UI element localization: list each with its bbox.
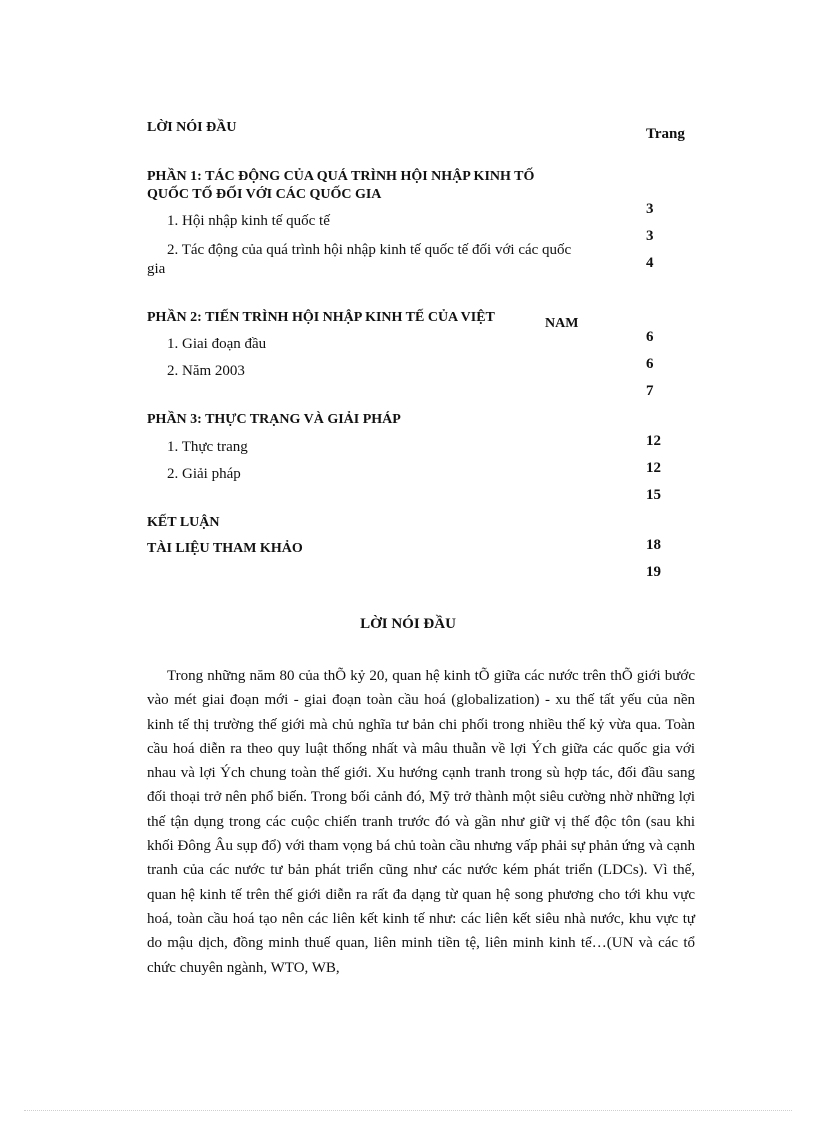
toc-conclusion: KẾT LUẬN (147, 515, 220, 530)
toc-page-number: 12 (646, 460, 661, 476)
toc-part1-title-line2: QUỐC TỐ ĐỐI VỚI CÁC QUỐC GIA (147, 187, 382, 202)
toc-part3-item2: 2. Giải pháp (167, 466, 241, 482)
toc-references: TÀI LIỆU THAM KHẢO (147, 541, 303, 556)
toc-page-number: 12 (646, 433, 661, 449)
toc-part1-item1: 1. Hội nhập kinh tế quốc tế (167, 213, 330, 229)
toc-page-number: 4 (646, 255, 654, 271)
toc-part3-item1: 1. Thực trang (167, 439, 248, 455)
page-bottom-divider (24, 1110, 792, 1111)
toc-part3-title: PHẦN 3: THỰC TRẠNG VÀ GIẢI PHÁP (147, 412, 401, 427)
toc-part1-title-line1: PHẦN 1: TÁC ĐỘNG CỦA QUÁ TRÌNH HỘI NHẬP KINH TỐ (147, 169, 535, 184)
toc-page-number: 3 (646, 201, 654, 217)
toc-page-number: 3 (646, 228, 654, 244)
toc-part1-item2-line2: gia (147, 261, 166, 277)
toc-header: LỜI NÓI ĐẦU (147, 120, 237, 135)
toc-page-number: 15 (646, 487, 661, 503)
toc-part2-item2: 2. Năm 2003 (167, 363, 245, 379)
toc-page-number: 18 (646, 537, 661, 553)
toc-page-label: Trang (646, 126, 685, 142)
body-paragraph-container (147, 664, 695, 980)
body-paragraph: Trong những năm 80 của thÕ kỷ 20, quan hệ kinh tÕ giữa các nước trên thÕ giới bước vào mét giai đoạn mới - giai đoạn toàn cầu hoá (globalization) - xu thế tất yếu của nền kinh tế thị trường thế giới mà chủ nghĩa tư bản chi phối trong nhiều thế kỷ vừa qua. Toàn cầu hoá diễn ra theo quy luật thống nhất và mâu thuẫn về lợi Ých giữa các quốc gia với nhau và lợi Ých chung toàn thế giới. Xu hướng cạnh tranh trong sù hợp tác, đối đầu sang đối thoại trở nên phổ biến. Trong bối cảnh đó, Mỹ trở thành một siêu cường nhờ những lợi thế tận dụng trong các cuộc chiến tranh trước đó và gần như giữ vị thế độc tôn (sau khi khối Đông Âu sụp đổ) với tham vọng bá chủ toàn cầu nhưng vấp phải sự phản ứng và cạnh tranh của các nước tư bản phát triển cũng như các nước kém phát triển (LDCs). Vì thế, quan hệ kinh tế trên thế giới diễn ra rất đa dạng từ quan hệ song phương cho tới khu vực hoá, toàn cầu hoá tạo nên các liên kết kinh tế như: các liên kết siêu nhà nước, khu vực tự do mậu dịch, đồng minh thuế quan, liên minh tiền tệ, liên minh kinh tế…(UN và các tổ chức chuyên ngành, WTO, WB, (147, 668, 695, 976)
toc-part2-title: PHẦN 2: TIẾN TRÌNH HỘI NHẬP KINH TẾ CỦA VIỆT (147, 310, 495, 325)
toc-page-number: 7 (646, 383, 654, 399)
toc-part1-item2-line1: 2. Tác động của quá trình hội nhập kinh tế quốc tế đối với các quốc (167, 242, 572, 258)
toc-page-number: 6 (646, 329, 654, 345)
toc-part2-title-tail: NAM (545, 316, 579, 331)
section-heading: LỜI NÓI ĐẦU (360, 616, 456, 632)
toc-page-number: 19 (646, 564, 661, 580)
toc-part2-item1: 1. Giai đoạn đầu (167, 336, 267, 352)
toc-page-number: 6 (646, 356, 654, 372)
